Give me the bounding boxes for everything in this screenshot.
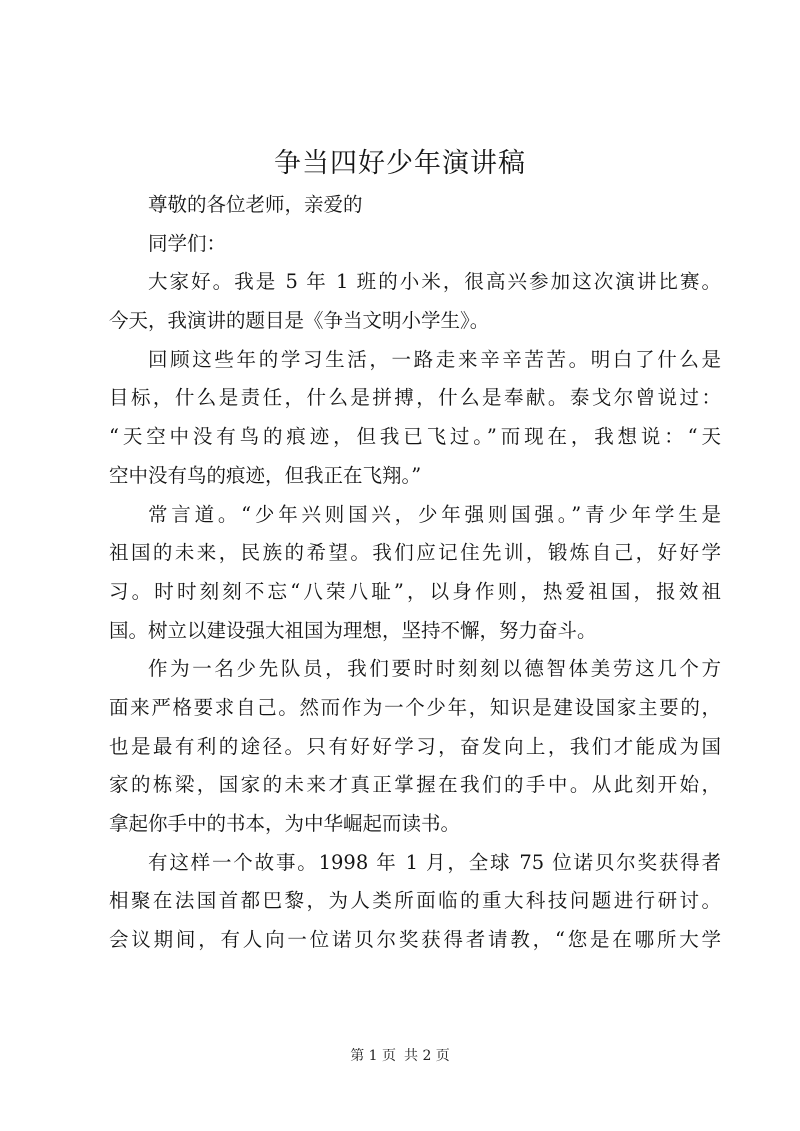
text-line: 也是最有利的途径。只有好好学习，奋发向上，我们才能成为国 bbox=[109, 734, 721, 758]
text-line: 祖国的未来，民族的希望。我们应记住先训，锻炼自己，好好学 bbox=[109, 541, 721, 565]
text-line: 相聚在法国首都巴黎，为人类所面临的重大科技问题进行研讨。 bbox=[109, 889, 721, 913]
text-line: 回顾这些年的学习生活，一路走来辛辛苦苦。明白了什么是 bbox=[148, 347, 721, 371]
page-number: 第 1 页 bbox=[350, 1048, 396, 1064]
text-line: 国。树立以建设强大祖国为理想，坚持不懈，努力奋斗。 bbox=[109, 618, 597, 642]
document-body bbox=[109, 186, 721, 960]
text-line: 家的栋梁，国家的未来才真正掌握在我们的手中。从此刻开始， bbox=[109, 773, 721, 797]
page-total: 共 2 页 bbox=[404, 1048, 450, 1064]
text-line: 面来严格要求自己。然而作为一个少年，知识是建设国家主要的， bbox=[109, 695, 721, 719]
text-line: 常言道。“少年兴则国兴，少年强则国强。”青少年学生是 bbox=[148, 502, 721, 526]
text-line: 拿起你手中的书本，为中华崛起而读书。 bbox=[109, 812, 461, 835]
text-line: 今天，我演讲的题目是《争当文明小学生》。 bbox=[109, 309, 490, 333]
text-line: 作为一名少先队员，我们要时时刻刻以德智体美劳这几个方 bbox=[148, 657, 721, 681]
text-line: 会议期间，有人向一位诺贝尔奖获得者请教，“您是在哪所大学 bbox=[109, 928, 721, 952]
text-line: 目标，什么是责任，什么是拼搏，什么是奉献。泰戈尔曾说过： bbox=[109, 386, 721, 410]
text-line: 大家好。我是 5 年 1 班的小米，很高兴参加这次演讲比赛。 bbox=[148, 270, 721, 294]
text-line: “天空中没有鸟的痕迹，但我已飞过。”而现在，我想说：“天 bbox=[109, 425, 721, 449]
text-line: 尊敬的各位老师，亲爱的 bbox=[148, 193, 363, 216]
text-line: 同学们： bbox=[148, 231, 227, 255]
text-line: 空中没有鸟的痕迹，但我正在飞翔。” bbox=[109, 463, 422, 487]
text-line: 习。时时刻刻不忘“八荣八耻”，以身作则，热爱祖国，报效祖 bbox=[109, 579, 721, 603]
page-footer bbox=[0, 1046, 800, 1066]
document-title: 争当四好少年演讲稿 bbox=[274, 148, 526, 179]
text-line: 有这样一个故事。1998 年 1 月，全球 75 位诺贝尔奖获得者 bbox=[148, 850, 721, 874]
